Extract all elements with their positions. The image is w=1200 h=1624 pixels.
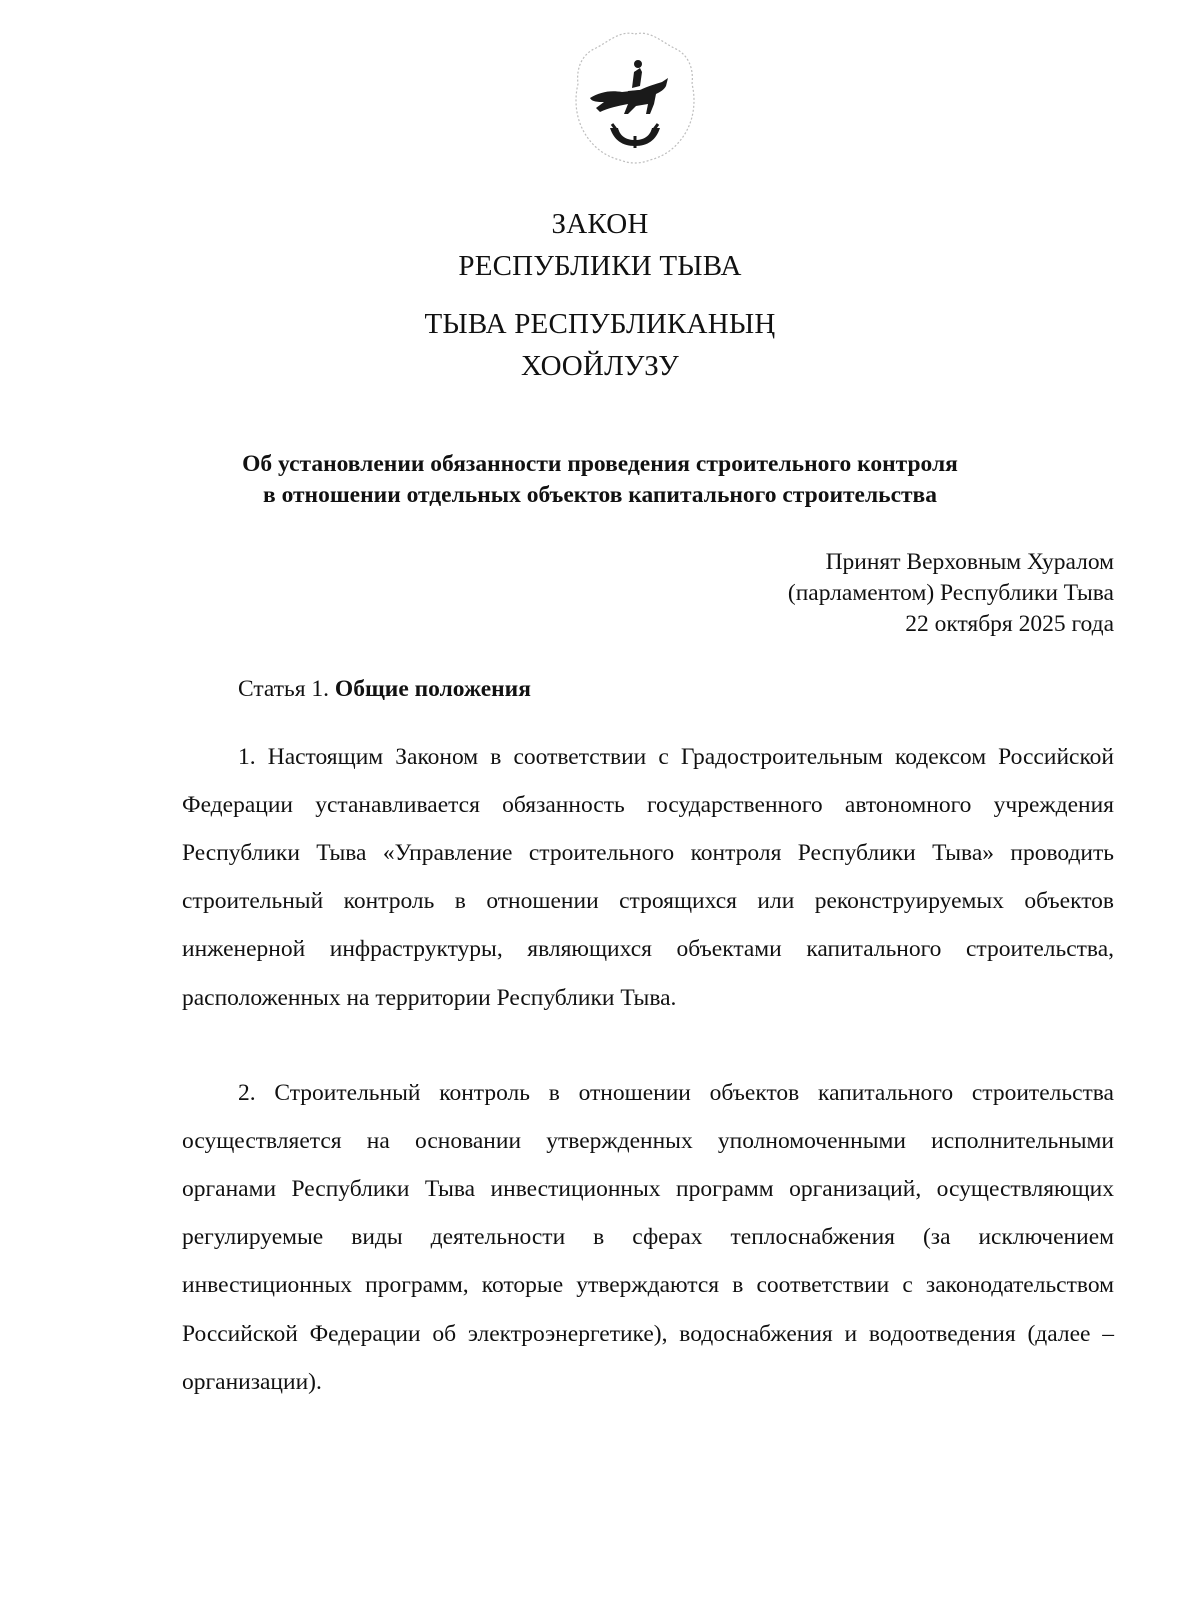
adoption-note [788,547,1114,640]
law-subject-line1: Об установлении обязанности проведения строительного контроля [242,451,958,477]
article-paragraph-1: 1. Настоящим Законом в соответствии с Градостроительным кодексом Российской Федерации устанавливается обязанность государственного автономного учреждения Республики Тыва «Управление строительного контроля Республики Тыва» проводить строительный контроль в отношении строящихся или реконструируемых объектов инженерной инфраструктуры, являющихся объектами капитального строительства, расположенных на территории Республики Тыва. [182,743,1114,1011]
law-title-ru-line2: РЕСПУБЛИКИ ТЫВА [458,250,742,282]
article-heading [238,674,531,705]
article-name: Общие положения [334,676,531,702]
tuva-coat-of-arms-icon [570,28,700,168]
article-number: Статья 1. [238,676,335,702]
law-title-tyv [0,303,1200,387]
article-paragraph-2: 2. Строительный контроль в отношении объектов капитального строительства осуществляется на основании утвержденных уполномоченными исполнительными органами Республики Тыва инвестиционных программ организаций, осуществляющих регулируемые виды деятельности в сферах теплоснабжения (за исключением инвестиционных программ, которые утверждаются в соответствии с законодательством Российской Федерации об электроэнергетике), водоснабжения и водоотведения (далее – организации). [182,1079,1114,1395]
law-title-ru [0,203,1200,287]
adoption-line1: Принят Верховным Хуралом [825,549,1114,575]
law-title-tyv-line1: ТЫВА РЕСПУБЛИКАНЫҢ [424,308,776,340]
law-title-tyv-line2: ХООЙЛУЗУ [520,350,680,382]
adoption-line2: (парламентом) Республики Тыва [787,580,1114,606]
law-subject [180,449,1020,511]
law-title-ru-line1: ЗАКОН [551,208,649,240]
adoption-date: 22 октября 2025 года [905,611,1114,637]
law-subject-line2: в отношении отдельных объектов капитального строительства [263,482,937,508]
